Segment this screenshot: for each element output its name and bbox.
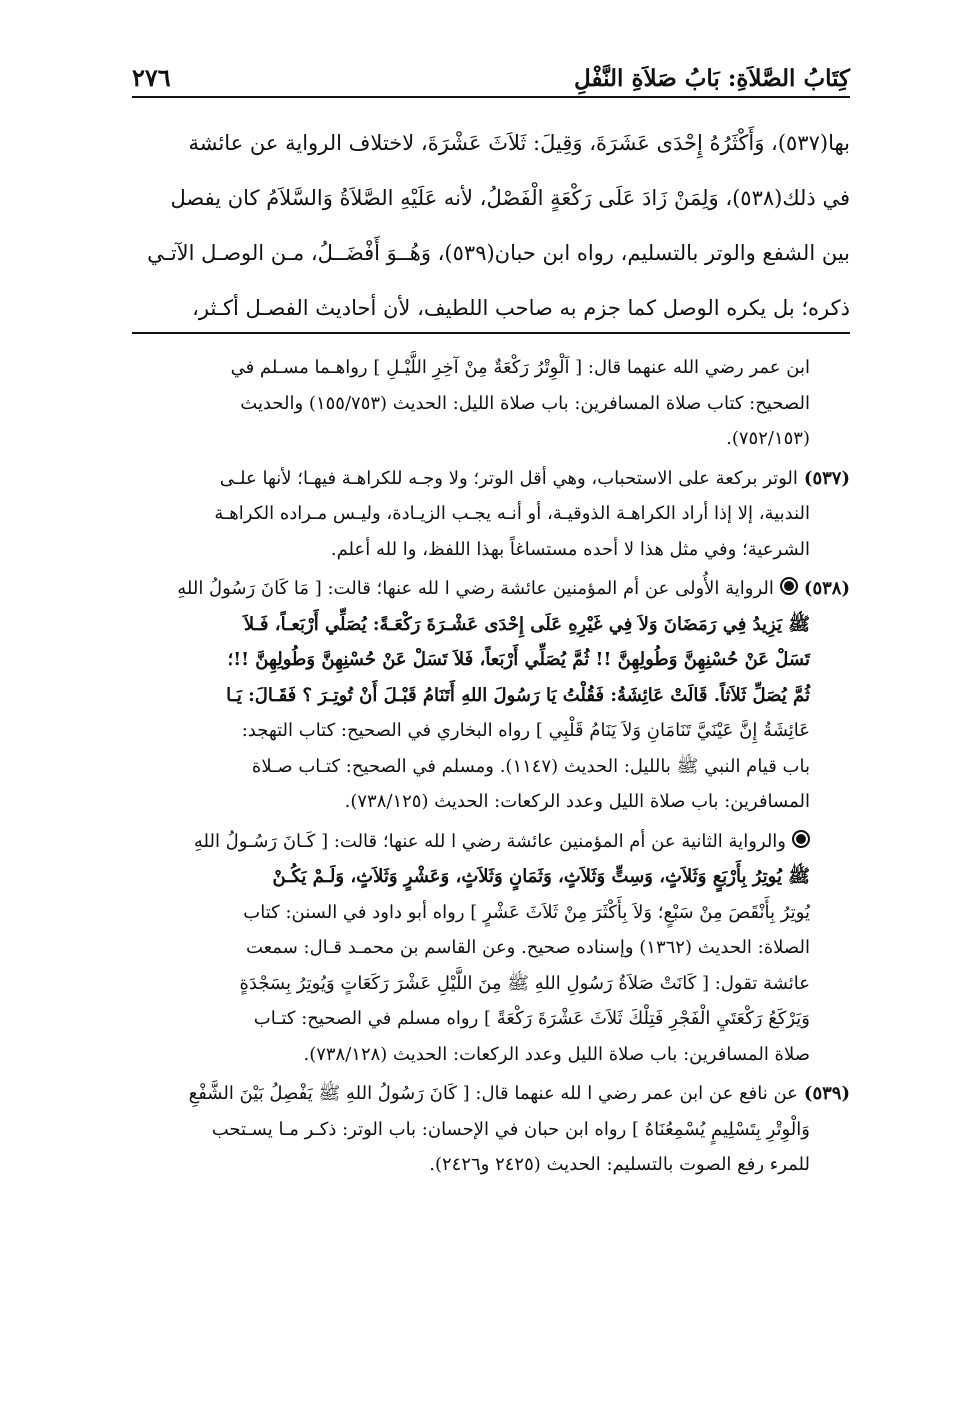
footnote-538 xyxy=(132,571,850,820)
page-header xyxy=(132,52,850,98)
circle-bullet-icon xyxy=(792,830,810,848)
footnote-line: باب قيام النبي ﷺ بالليل: الحديث (١١٤٧). ومسلم في الصحيح: كتـاب صـلاة xyxy=(251,755,810,777)
footnote-text: الرواية الأُولى عن أم المؤمنين عائشة رضي ا لله عنها؛ قالت: [ مَا كَانَ رَسُولُ اللهِ xyxy=(177,578,774,599)
circle-bullet-icon xyxy=(780,577,798,595)
main-text xyxy=(132,116,850,336)
footnote-continuation xyxy=(132,350,850,457)
footnote-text: عن نافع عن ابن عمر رضي ا لله عنهما قال: [ كَانَ رَسُولُ اللهِ ﷺ يَفْصِلُ بَيْنَ الشَّفْعِ xyxy=(188,1083,798,1104)
main-text-line: بين الشفع والوتر بالتسليم، رواه ابن حبان(٥٣٩)، وَهُــوَ أَفْضَــلُ، مـن الوصـل الآتـي xyxy=(147,241,850,265)
footnote-line: الصحيح: كتاب صلاة المسافرين: باب صلاة الليل: الحديث (١٥٥/٧٥٣) والحديث xyxy=(240,392,810,414)
footnote-number: (٥٣٩) xyxy=(803,1083,850,1104)
footnote-line: عائشة تقول: [ كَانَتْ صَلاَةُ رَسُولِ اللهِ ﷺ مِنَ اللَّيْلِ عَشْرَ رَكَعَاتٍ وَيُوتِرُ بِسَجْدَةٍ xyxy=(239,972,810,994)
footnote-line: ﷺ يُوتِرُ بِأَرْبَعٍ وَثَلاَثٍ، وَسِتٍّ وَثَلاَثٍ، وَثَمَانٍ وَثَلاَثٍ، وَعَشْرٍ وَثَلاَثٍ، وَلَـمْ يَكُـنْ xyxy=(272,866,810,887)
footnote-537 xyxy=(132,461,850,568)
footnotes xyxy=(132,350,850,1187)
footnote-line: عَائِشَةُ إِنَّ عَيْنَيَّ تَنَامَانِ وَلاَ يَنَامُ قَلْبِي ] رواه البخاري في الصحيح: كتاب التهجد: xyxy=(241,720,810,741)
footnote-line: وَيَرْكَعُ رَكْعَتَيِ الْفَجْرِ فَتِلْكَ ثَلاَثَ عَشْرَةَ رَكْعَةً ] رواه مسلم في الصحيح: كتـاب xyxy=(253,1008,810,1029)
footnote-line: ثُمَّ يُصَلِّ ثَلاَثاً. قَالَتْ عَائِشَةُ: فَقُلْتُ يَا رَسُولَ اللهِ أَتَنَامُ قَبْـلَ أَنْ تُوتِـرَ ؟ فَقَـالَ: يَـا xyxy=(226,684,810,706)
footnote-line: وَالْوِتْرِ بِتَسْلِيمٍ يُسْمِعُنَاهُ ] رواه ابن حبان في الإحسان: باب الوتر: ذكـر مـا يسـتحب xyxy=(211,1118,810,1140)
footnote-line xyxy=(132,824,810,860)
footnote-line: صلاة المسافرين: باب صلاة الليل وعدد الركعات: الحديث (٧٣٨/١٢٨). xyxy=(303,1043,810,1065)
footnote-line: الشرعية؛ وفي مثل هذا لا أحده مستساغاً بهذا اللفظ، وا لله أعلم. xyxy=(330,538,810,560)
footnote-539 xyxy=(132,1076,850,1183)
footnote-line: (٧٥٢/١٥٣). xyxy=(726,428,810,449)
footnote-line: المسافرين: باب صلاة الليل وعدد الركعات: الحديث (٧٣٨/١٢٥). xyxy=(344,791,810,812)
main-text-line: بها(٥٣٧)، وَأَكْثَرُهُ إِحْدَى عَشَرَةَ، وَقِيلَ: ثَلاَثَ عَشْرَةَ، لاختلاف الرواية عن عائشة xyxy=(188,131,850,155)
footnote-line xyxy=(132,1076,850,1112)
footnote-line: الندبية، إلا إذا أراد الكراهـة الذوقيـة، أو أنـه يجـب الزيـادة، وليـس مـراده الكراهـة xyxy=(214,503,810,524)
footnote-text: الوتر بركعة على الاستحباب، وهي أقل الوتر؛ ولا وجـه للكراهـة فيهـا؛ لأنها علـى xyxy=(219,467,798,489)
footnote-line: الصلاة: الحديث (١٣٦٢) وإسناده صحيح. وعن القاسم بن محمـد قـال: سمعت xyxy=(245,937,810,958)
footnote-line: للمرء رفع الصوت بالتسليم: الحديث (٢٤٢٥ و٢٤٢٦). xyxy=(429,1154,810,1175)
footnote-number: (٥٣٨) xyxy=(803,578,850,599)
footnote-line: ﷺ يَزِيدُ فِي رَمَضَانَ وَلاَ فِي غَيْرِهِ عَلَى إِحْدَى عَشْـرَةَ رَكْعَـةً: يُصَلِّي أَرْبَعـاً، فَـلاَ xyxy=(243,613,810,635)
footnote-line xyxy=(132,571,850,607)
footnote-line: ابن عمر رضي الله عنهما قال: [ اَلْوِتْرُ رَكْعَةٌ مِنْ آخِرِ اللَّيْـلِ ] رواهـما مسـلم في xyxy=(230,357,810,378)
footnote-line xyxy=(132,461,850,497)
main-text-line: ذكره؛ بل يكره الوصل كما جزم به صاحب اللطيف، لأن أحاديث الفصـل أكـثر، xyxy=(192,296,850,320)
footnote-line: يُوتِرُ بِأَنْقَصَ مِنْ سَبْعٍ؛ وَلاَ بِأَكْثَرَ مِنْ ثَلاَثَ عَشْرٍ ] رواه أبو داود في السنن: كتاب xyxy=(243,901,810,923)
main-text-line: في ذلك(٥٣٨)، وَلِمَنْ زَادَ عَلَى رَكْعَةٍ الْفَصْلُ، لأنه عَلَيْهِ الصَّلاَةُ وَالسَّلاَمُ كان يفصل xyxy=(170,186,850,210)
footnote-number: (٥٣٧) xyxy=(803,467,850,489)
page-number: ٢٧٦ xyxy=(132,63,171,92)
footnote-line: تَسَلْ عَنْ حُسْنِهِنَّ وَطُولِهِنَّ !! ثُمَّ يُصَلِّي أَرْبَعاً، فَلاَ تَسَلْ عَنْ حُسْنِهِنَّ وَطُولِهِنَّ !!؛ xyxy=(227,649,810,670)
footnote-538-second xyxy=(132,824,850,1073)
running-title: كِتَابُ الصَّلاَةِ: بَابُ صَلاَةِ النَّفْلِ xyxy=(574,65,850,92)
footnote-text: والرواية الثانية عن أم المؤمنين عائشة رضي ا لله عنها؛ قالت: [ كَـانَ رَسُـولُ اللهِ xyxy=(193,830,786,852)
footnote-separator xyxy=(132,332,850,334)
